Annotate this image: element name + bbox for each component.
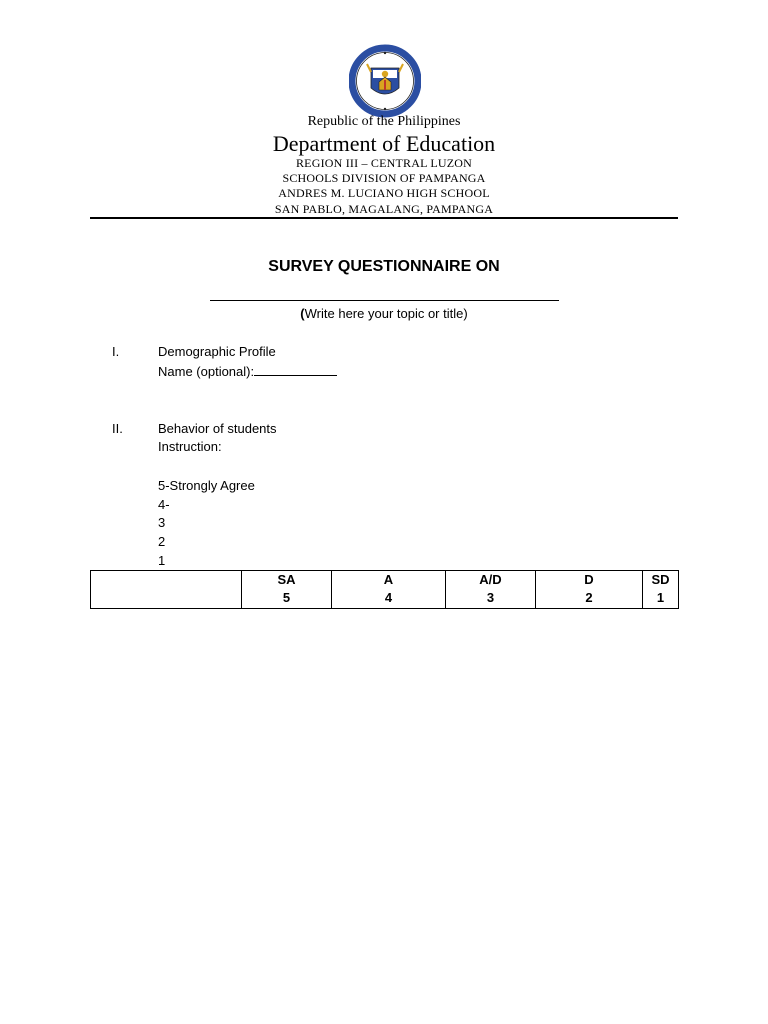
topic-note-text: Write here your topic or title) [304, 306, 468, 321]
instruction-label: Instruction: [158, 439, 222, 454]
column-label: SD [651, 572, 670, 587]
strongly-disagree-column-header [643, 571, 679, 609]
department-title: Department of Education [272, 131, 496, 156]
column-value: 4 [384, 590, 393, 605]
section-one-number: I. [112, 344, 120, 359]
column-label: A/D [479, 572, 502, 587]
strongly-agree-column-header [242, 571, 332, 609]
section-one-heading: Demographic Profile [158, 344, 276, 359]
header-divider [90, 217, 678, 219]
name-field-blank[interactable] [254, 363, 337, 376]
column-label: SA [277, 572, 296, 587]
column-value: 1 [656, 590, 665, 605]
column-label: A [383, 572, 394, 587]
likert-scale-table [90, 570, 679, 609]
deped-seal-icon [349, 44, 421, 118]
scale-item: 2 [158, 534, 166, 549]
scale-item: 4- [158, 497, 170, 512]
statement-column-header [91, 571, 242, 609]
scale-item: 5-Strongly Agree [158, 478, 255, 493]
survey-title: SURVEY QUESTIONNAIRE ON [268, 258, 500, 275]
disagree-column-header [536, 571, 643, 609]
scale-item: 3 [158, 515, 166, 530]
division-label: SCHOOLS DIVISION OF PAMPANGA [282, 171, 486, 185]
address-label: SAN PABLO, MAGALANG, PAMPANGA [274, 202, 494, 216]
scale-item: 1 [158, 553, 166, 568]
column-value: 2 [585, 590, 593, 605]
name-field-row [158, 363, 337, 379]
table-row [91, 571, 679, 609]
topic-note [90, 306, 678, 321]
republic-label: Republic of the Philippines [307, 114, 461, 129]
section-two-heading: Behavior of students [158, 421, 277, 436]
neutral-column-header [446, 571, 536, 609]
name-field-label: Name (optional): [158, 364, 255, 379]
school-label: ANDRES M. LUCIANO HIGH SCHOOL [278, 186, 490, 200]
region-label: REGION III – CENTRAL LUZON [295, 156, 473, 170]
section-two-number: II. [112, 421, 123, 436]
column-value: 3 [486, 590, 495, 605]
topic-note-paren: ( [300, 306, 305, 321]
column-label: D [584, 572, 594, 587]
topic-blank-line[interactable] [210, 300, 559, 301]
column-value: 5 [282, 590, 291, 605]
agree-column-header [332, 571, 446, 609]
